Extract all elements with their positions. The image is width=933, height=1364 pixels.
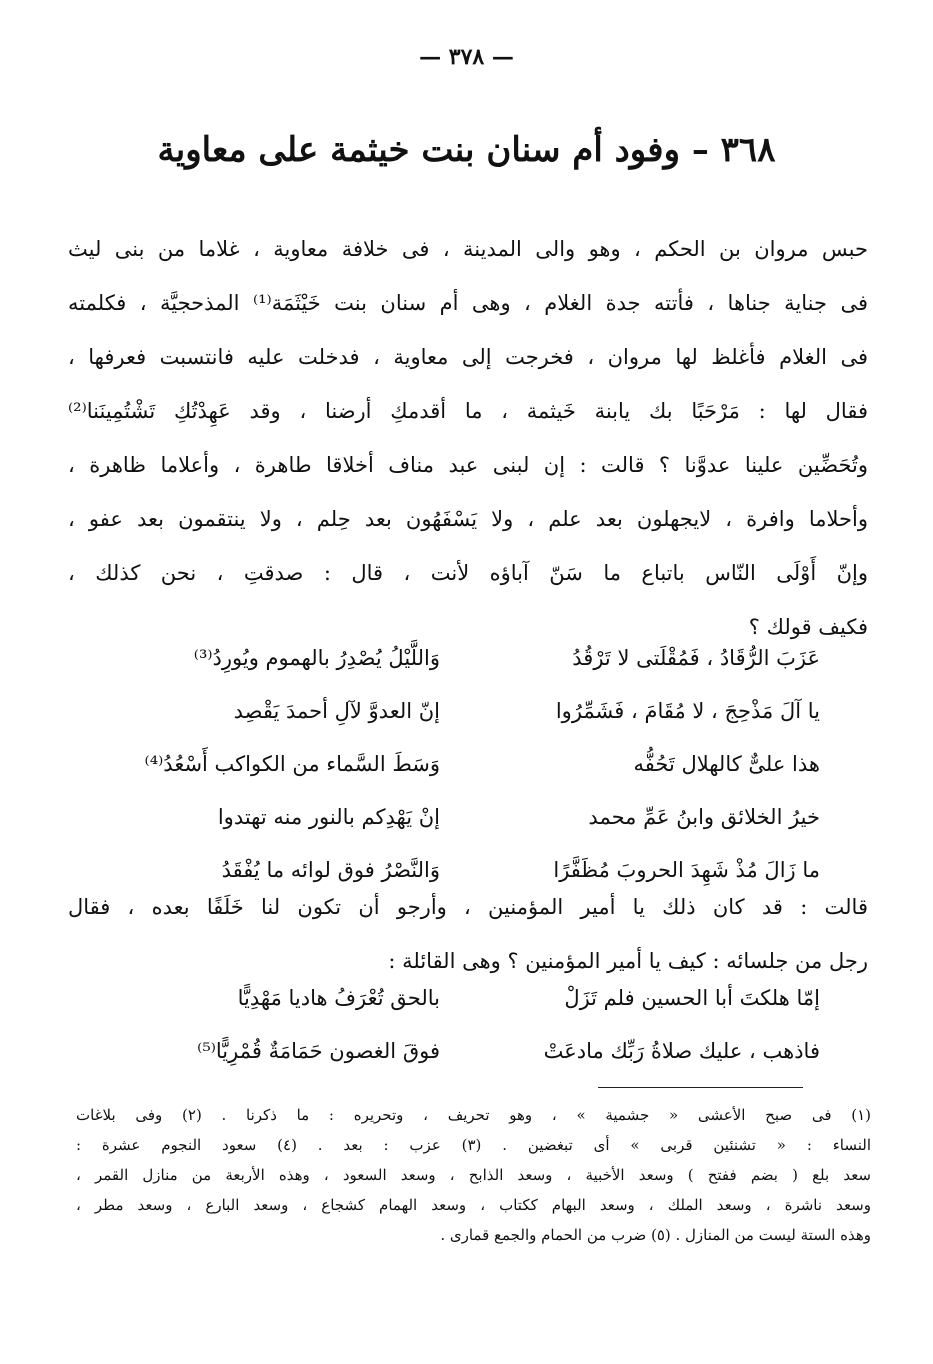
prose-line: فقال لها : مَرْحَبًا بك يابنة خَيثمة ، ما أقدمكِ أرضنا ، وقد عَهِدْتُكِ تَشْتُمِينَنا⁽²⁾ bbox=[68, 399, 868, 423]
verse-second-hemistich: فوقَ الغصون حَمَامَةٌ قُمْرِيًّا⁽⁵⁾ bbox=[197, 1039, 440, 1063]
verse-line bbox=[100, 685, 820, 738]
footnotes bbox=[76, 1100, 871, 1250]
prose-line: وتُحَضِّين علينا عدوَّنا ؟ قالت : إن لبنى عبد مناف أخلاقا طاهرة ، وأعلاما ظاهرة ، bbox=[68, 453, 868, 477]
prose-line: حبس مروان بن الحكم ، وهو والى المدينة ، فى خلافة معاوية ، غلاما من بنى ليث bbox=[68, 237, 868, 261]
verse-line bbox=[100, 972, 820, 1025]
verse-second-hemistich: إنّ العدوَّ لآلِ أحمدَ يَقْصِد bbox=[233, 699, 440, 723]
prose-line: فكيف قولك ؟ bbox=[748, 615, 868, 639]
prose-line: فى جناية جناها ، فأتته جدة الغلام ، وهى أم سنان بنت خَيْثَمَة⁽¹⁾ المذحجيَّة ، فكلمته bbox=[68, 291, 868, 315]
prose-line: وأحلاما وافرة ، لايجهلون بعد علم ، ولا يَسْفَهُون بعد حِلم ، ولا ينتقمون بعد عفو ، bbox=[68, 507, 868, 531]
verse-line bbox=[100, 632, 820, 685]
verse-line bbox=[100, 738, 820, 791]
footnote-line: وهذه الستة ليست من المنازل . (٥) ضرب من الحمام والجمع قمارى . bbox=[440, 1226, 871, 1244]
footnote-line: وسعد ناشرة ، وسعد الملك ، وسعد البهام ككتاب ، وسعد الهمام كشجاع ، وسعد البارع ، وسعد مطر ، bbox=[76, 1196, 871, 1214]
verse-second-hemistich: إنْ يَهْدِكم بالنور منه تهتدوا bbox=[217, 805, 440, 829]
page-number: — ٣٧٨ — bbox=[419, 44, 514, 70]
verse-second-hemistich: وَاللَّيْلُ يُصْدِرُ بالهموم ويُورِدُ⁽³⁾ bbox=[193, 646, 440, 670]
footnote-line: النساء : « تشنئين قربى » أى تبغضين . (٣) عزب : بعد . (٤) سعود النجوم عشرة : bbox=[76, 1136, 871, 1154]
footnote-divider bbox=[598, 1087, 803, 1088]
verse-second-hemistich: بالحق تُعْرَفُ هاديا مَهْدِيًّا bbox=[237, 986, 440, 1010]
prose-paragraph-1 bbox=[68, 222, 868, 654]
chapter-title: ٣٦٨ – وفود أم سنان بنت خيثمة على معاوية bbox=[157, 130, 776, 170]
verse-first-hemistich: هذا علىٌّ كالهلال تَحُفُّه bbox=[633, 752, 820, 776]
verse-first-hemistich: عَزَبَ الرُّقَادُ ، فَمُقْلَتى لا تَرْقُدُ bbox=[572, 646, 820, 670]
verse-line bbox=[100, 791, 820, 844]
verse-second-hemistich: وَسَطَ السَّماء من الكواكب أَسْعُدُ⁽⁴⁾ bbox=[144, 752, 440, 776]
verse-line bbox=[100, 1025, 820, 1078]
verse-first-hemistich: إمّا هلكتَ أبا الحسين فلم تَزَلْ bbox=[564, 986, 820, 1010]
poem-2 bbox=[100, 972, 820, 1078]
verse-first-hemistich: فاذهب ، عليك صلاةُ رَبِّك مادعَتْ bbox=[543, 1039, 820, 1063]
prose-line: فى الغلام فأغلظ لها مروان ، فخرجت إلى معاوية ، فدخلت عليه فانتسبت فعرفها ، bbox=[68, 345, 868, 369]
verse-first-hemistich: خيرُ الخلائق وابنُ عَمِّ محمد bbox=[588, 805, 820, 829]
footnote-line: سعد بلع ( بضم ففتح ) وسعد الأخبية ، وسعد الذابح ، وسعد السعود ، وهذه الأربعة من منازل القمر ، bbox=[76, 1166, 871, 1184]
verse-first-hemistich: يا آلَ مَذْحِجَ ، لا مُقَامَ ، فَشَمِّرُوا bbox=[555, 699, 820, 723]
verse-second-hemistich: وَالنَّصْرُ فوق لوائه ما يُفْقَدُ bbox=[221, 858, 440, 882]
verse-first-hemistich: ما زَالَ مُذْ شَهِدَ الحروبَ مُظَفَّرًا bbox=[553, 858, 820, 882]
prose-line: وإنّ أَوْلَى النّاس باتباع ما سَنّ آباؤه لأنت ، قال : صدقتِ ، نحن كذلك ، bbox=[68, 561, 868, 585]
prose-line: رجل من جلسائه : كيف يا أمير المؤمنين ؟ وهى القائلة : bbox=[388, 949, 868, 973]
prose-line: قالت : قد كان ذلك يا أمير المؤمنين ، وأرجو أن تكون لنا خَلَفًا بعده ، فقال bbox=[68, 895, 868, 919]
poem-1 bbox=[100, 632, 820, 897]
footnote-line: (١) فى صبح الأعشى « جشمية » ، وهو تحريف ، وتحريره : ما ذكرنا . (٢) وفى بلاغات bbox=[76, 1106, 871, 1124]
